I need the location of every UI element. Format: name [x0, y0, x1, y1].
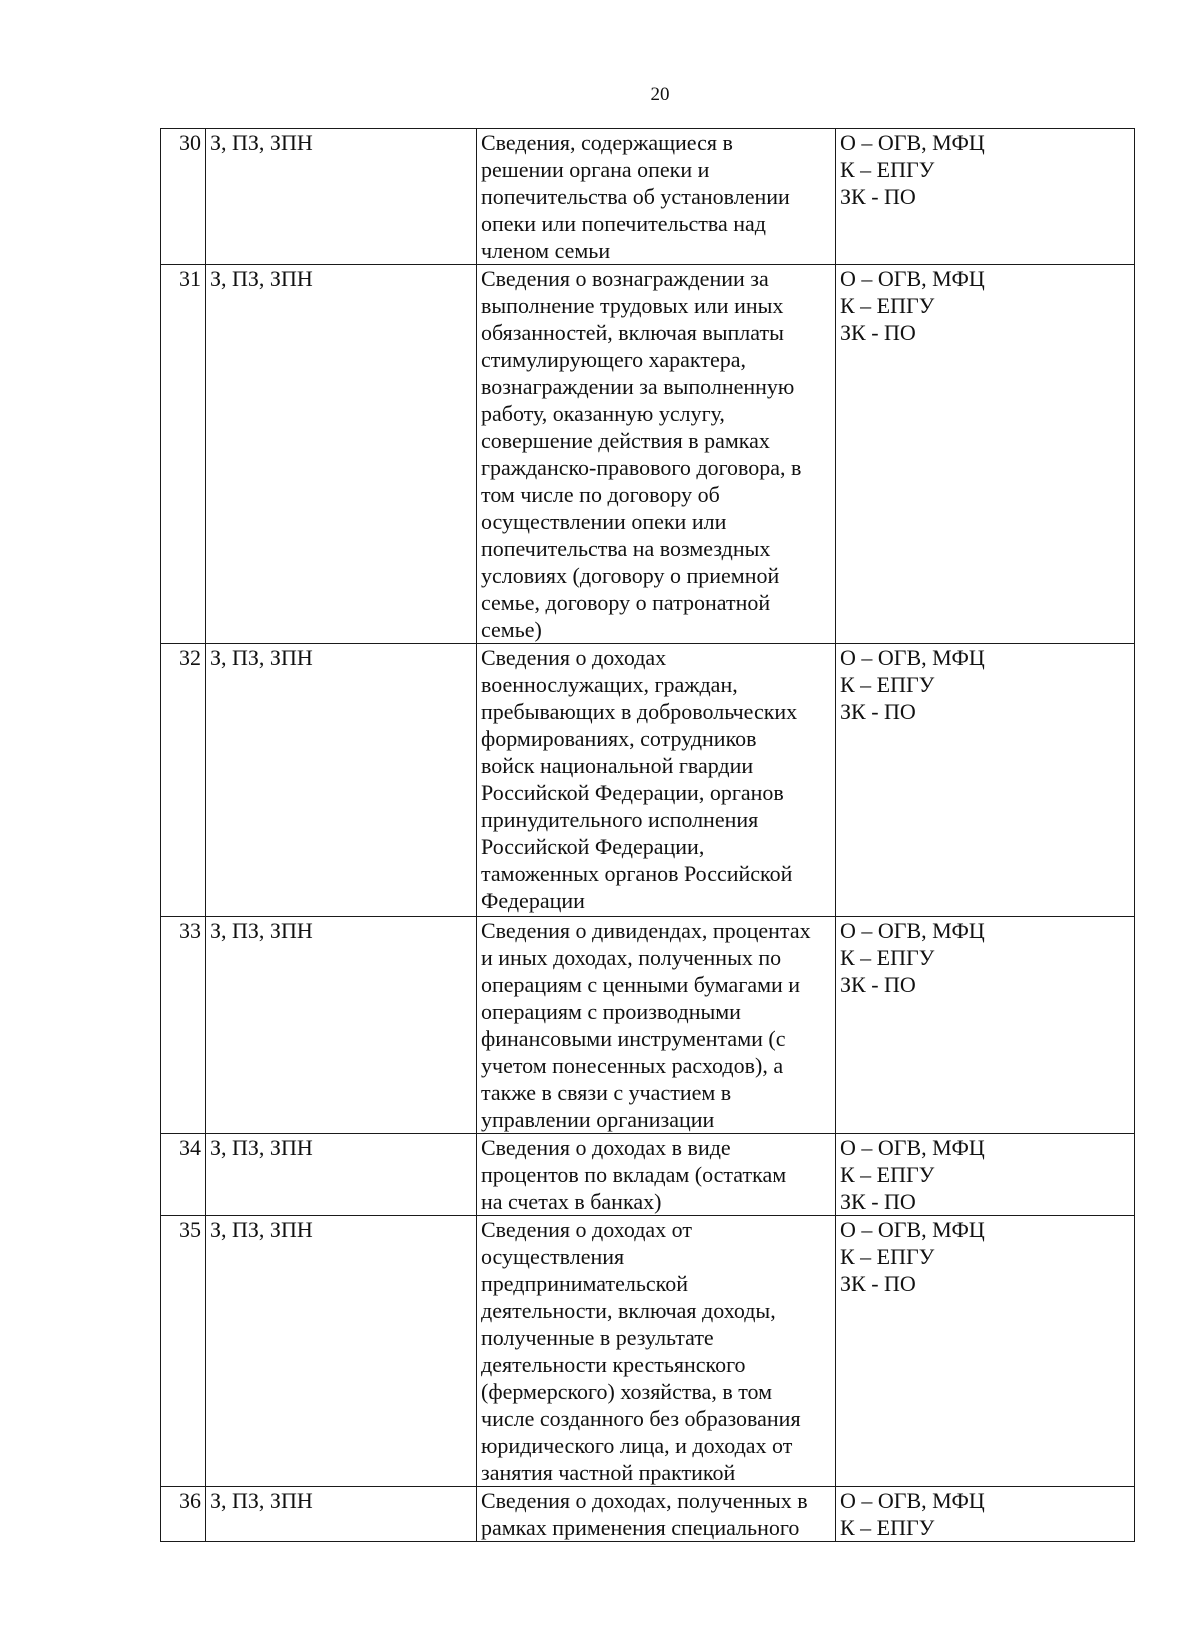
text-line: опеки или попечительства над — [481, 211, 766, 236]
text-line: деятельности, включая доходы, — [481, 1298, 776, 1323]
text-line: стимулирующего характера, — [481, 347, 746, 372]
text-line: операциям с ценными бумагами и — [481, 972, 801, 997]
text-line: принудительного исполнения — [481, 807, 759, 832]
row-number: 35 — [161, 1216, 206, 1487]
documents-table — [160, 128, 1135, 1542]
text-line: числе созданного без образования — [481, 1406, 801, 1431]
text-line: О – ОГВ, МФЦ — [840, 130, 985, 155]
text-line: К – ЕПГУ — [840, 1515, 935, 1540]
document-description — [477, 265, 836, 644]
row-number: 30 — [161, 129, 206, 265]
text-line: также в связи с участием в — [481, 1080, 732, 1105]
text-line: выполнение трудовых или иных — [481, 293, 784, 318]
applicant-category: З, ПЗ, ЗПН — [206, 265, 477, 644]
text-line: членом семьи — [481, 238, 611, 263]
text-line: попечительства об установлении — [481, 184, 790, 209]
text-line: семье) — [481, 617, 542, 642]
submission-channels — [836, 644, 1135, 917]
text-line: Российской Федерации, — [481, 834, 705, 859]
text-line: К – ЕПГУ — [840, 945, 935, 970]
table-row — [161, 129, 1135, 265]
text-line: рамках применения специального — [481, 1515, 800, 1540]
table-row — [161, 917, 1135, 1134]
text-line: ЗК - ПО — [840, 972, 916, 997]
row-number: 34 — [161, 1134, 206, 1216]
text-line: Российской Федерации, органов — [481, 780, 784, 805]
text-line: учетом понесенных расходов), а — [481, 1053, 784, 1078]
submission-channels — [836, 1134, 1135, 1216]
table-row — [161, 265, 1135, 644]
table-row — [161, 1487, 1135, 1542]
text-line: войск национальной гвардии — [481, 753, 754, 778]
text-line: военнослужащих, граждан, — [481, 672, 738, 697]
document-description — [477, 129, 836, 265]
applicant-category: З, ПЗ, ЗПН — [206, 1487, 477, 1542]
text-line: О – ОГВ, МФЦ — [840, 1217, 985, 1242]
text-line: Сведения, содержащиеся в — [481, 130, 733, 155]
text-line: Сведения о дивидендах, процентах — [481, 918, 811, 943]
submission-channels — [836, 129, 1135, 265]
text-line: процентов по вкладам (остаткам — [481, 1162, 787, 1187]
text-line: О – ОГВ, МФЦ — [840, 1135, 985, 1160]
text-line: обязанностей, включая выплаты — [481, 320, 784, 345]
text-line: Федерации — [481, 888, 585, 913]
applicant-category: З, ПЗ, ЗПН — [206, 917, 477, 1134]
applicant-category: З, ПЗ, ЗПН — [206, 1216, 477, 1487]
text-line: занятия частной практикой — [481, 1460, 736, 1485]
text-line: предпринимательской — [481, 1271, 689, 1296]
text-line: ЗК - ПО — [840, 184, 916, 209]
text-line: О – ОГВ, МФЦ — [840, 1488, 985, 1513]
applicant-category: З, ПЗ, ЗПН — [206, 129, 477, 265]
text-line: юридического лица, и доходах от — [481, 1433, 793, 1458]
text-line: и иных доходах, полученных по — [481, 945, 782, 970]
text-line: работу, оказанную услугу, — [481, 401, 725, 426]
text-line: формированиях, сотрудников — [481, 726, 757, 751]
text-line: К – ЕПГУ — [840, 672, 935, 697]
text-line: ЗК - ПО — [840, 1189, 916, 1214]
row-number: 32 — [161, 644, 206, 917]
document-description — [477, 1216, 836, 1487]
text-line: ЗК - ПО — [840, 1271, 916, 1296]
text-line: на счетах в банках) — [481, 1189, 662, 1214]
row-number: 36 — [161, 1487, 206, 1542]
text-line: К – ЕПГУ — [840, 157, 935, 182]
applicant-category: З, ПЗ, ЗПН — [206, 1134, 477, 1216]
text-line: Сведения о доходах, полученных в — [481, 1488, 808, 1513]
text-line: О – ОГВ, МФЦ — [840, 645, 985, 670]
text-line: том числе по договору об — [481, 482, 720, 507]
text-line: управлении организации — [481, 1107, 715, 1132]
text-line: осуществлении опеки или — [481, 509, 727, 534]
text-line: вознаграждении за выполненную — [481, 374, 795, 399]
text-line: Сведения о доходах — [481, 645, 667, 670]
text-line: Сведения о доходах в виде — [481, 1135, 731, 1160]
text-line: К – ЕПГУ — [840, 1162, 935, 1187]
applicant-category: З, ПЗ, ЗПН — [206, 644, 477, 917]
text-line: пребывающих в добровольческих — [481, 699, 798, 724]
text-line: Сведения о вознаграждении за — [481, 266, 769, 291]
table-row — [161, 1134, 1135, 1216]
submission-channels — [836, 1216, 1135, 1487]
row-number: 31 — [161, 265, 206, 644]
text-line: операциям с производными — [481, 999, 741, 1024]
text-line: О – ОГВ, МФЦ — [840, 266, 985, 291]
text-line: О – ОГВ, МФЦ — [840, 918, 985, 943]
text-line: попечительства на возмездных — [481, 536, 771, 561]
submission-channels — [836, 265, 1135, 644]
text-line: осуществления — [481, 1244, 625, 1269]
document-description — [477, 1487, 836, 1542]
text-line: гражданско-правового договора, в — [481, 455, 802, 480]
document-description — [477, 644, 836, 917]
table-row — [161, 644, 1135, 917]
text-line: (фермерского) хозяйства, в том — [481, 1379, 773, 1404]
table-row — [161, 1216, 1135, 1487]
text-line: К – ЕПГУ — [840, 293, 935, 318]
text-line: финансовыми инструментами (с — [481, 1026, 786, 1051]
text-line: деятельности крестьянского — [481, 1352, 746, 1377]
submission-channels — [836, 1487, 1135, 1542]
text-line: таможенных органов Российской — [481, 861, 793, 886]
text-line: ЗК - ПО — [840, 699, 916, 724]
text-line: семье, договору о патронатной — [481, 590, 771, 615]
page-number: 20 — [650, 84, 670, 105]
text-line: К – ЕПГУ — [840, 1244, 935, 1269]
document-description — [477, 1134, 836, 1216]
text-line: решении органа опеки и — [481, 157, 710, 182]
text-line: ЗК - ПО — [840, 320, 916, 345]
text-line: Сведения о доходах от — [481, 1217, 692, 1242]
submission-channels — [836, 917, 1135, 1134]
row-number: 33 — [161, 917, 206, 1134]
document-description — [477, 917, 836, 1134]
text-line: полученные в результате — [481, 1325, 714, 1350]
text-line: совершение действия в рамках — [481, 428, 770, 453]
text-line: условиях (договору о приемной — [481, 563, 780, 588]
